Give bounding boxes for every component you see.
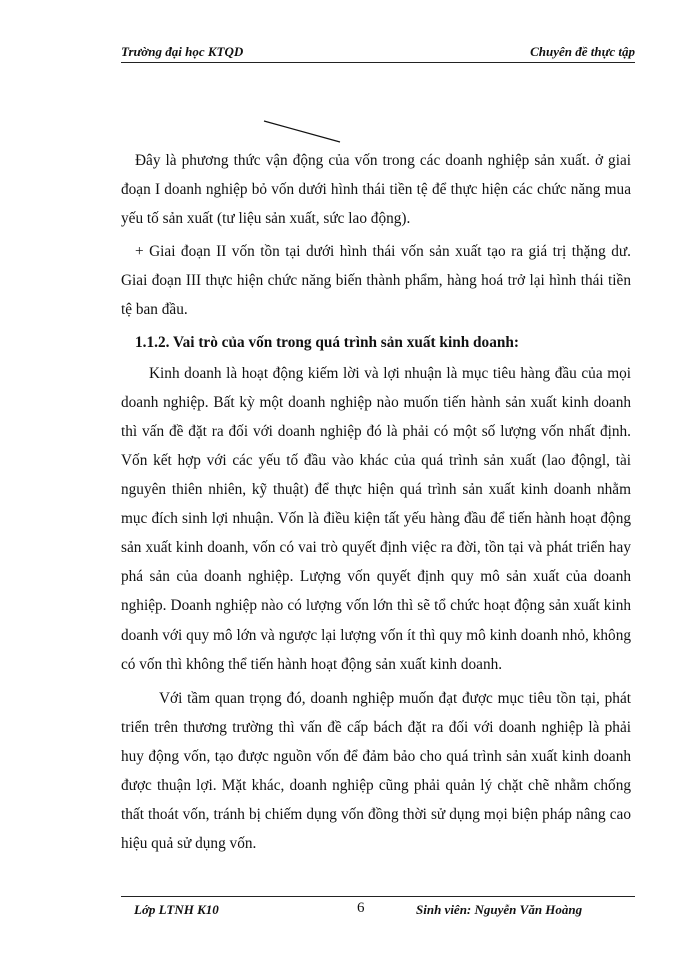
paragraph-importance: Với tầm quan trọng đó, doanh nghiệp muốn đạt được mục tiêu tồn tại, phát triển trên thương trường thì vấn đề cấp bách đặt ra đối với doanh nghiệp là phải huy động vốn, tạo được nguồn vốn để đảm bảo cho quá trình sản xuất kinh doanh được thuận lợi. Mặt khác, doanh nghiệp cũng phải quản lý chặt chẽ nhằm chống thất thoát vốn, tránh bị chiếm dụng vốn đồng thời sử dụng mọi biện pháp nâng cao hiệu quả sử dụng vốn. [121,689,631,853]
section-heading: 1.1.2. Vai trò của vốn trong quá trình sản xuất kinh doanh: [135,333,519,351]
footer-student: Sinh viên: Nguyễn Văn Hoàng [416,902,583,917]
diagram-arrow-line [262,118,344,148]
footer-class: Lớp LTNH K10 [134,902,219,917]
page-number: 6 [357,900,365,916]
header-school: Trường đại học KTQD [121,44,244,59]
paragraph-stage-two-three: + Giai đoạn II vốn tồn tại dưới hình thái vốn sản xuất tạo ra giá trị thặng dư. Giai đoạn III thực hiện chức năng biến thành phẩm, hàng hoá trở lại hình thái tiền tệ ban đầu. [121,243,631,319]
header-doc-type: Chuyên đề thực tập [530,44,635,59]
header-rule [121,62,635,63]
paragraph-role-of-capital: Kinh doanh là hoạt động kiếm lời và lợi nhuận là mục tiêu hàng đầu của mọi doanh nghiệp. Bất kỳ một doanh nghiệp nào muốn tiến hành sản xuất kinh doanh thì vấn đề đặt ra đối với doanh nghiệp đó là phải có một số lượng vốn nhất định. Vốn kết hợp với các yếu tố đầu vào khác của quá trình sản xuất (lao độngl, tài nguyên thiên nhiên, kỹ thuật) để thực hiện quá trình sản xuất kinh doanh nhằm mục đích sinh lợi nhuận. Vốn là điều kiện tất yếu hàng đầu để tiến hành hoạt động sản xuất kinh doanh, vốn có vai trò quyết định việc ra đời, tồn tại và phát triển hay phá sản của doanh nghiệp. Lượng vốn quyết định quy mô sản xuất của doanh nghiệp. Doanh nghiệp nào có lượng vốn lớn thì sẽ tổ chức hoạt động sản xuất kinh doanh với quy mô lớn và ngược lại lượng vốn ít thì quy mô kinh doanh nhỏ, không có vốn thì không thể tiến hành hoạt động sản xuất kinh doanh. [121,364,631,673]
document-body [121,146,631,858]
paragraph-capital-cycle: Đây là phương thức vận động của vốn trong các doanh nghiệp sản xuất. ở giai đoạn I doanh nghiệp bỏ vốn dưới hình thái tiền tệ để thực hiện các chức năng mua yếu tố sản xuất (tư liệu sản xuất, sức lao động). [121,152,631,228]
footer-rule [121,896,635,897]
